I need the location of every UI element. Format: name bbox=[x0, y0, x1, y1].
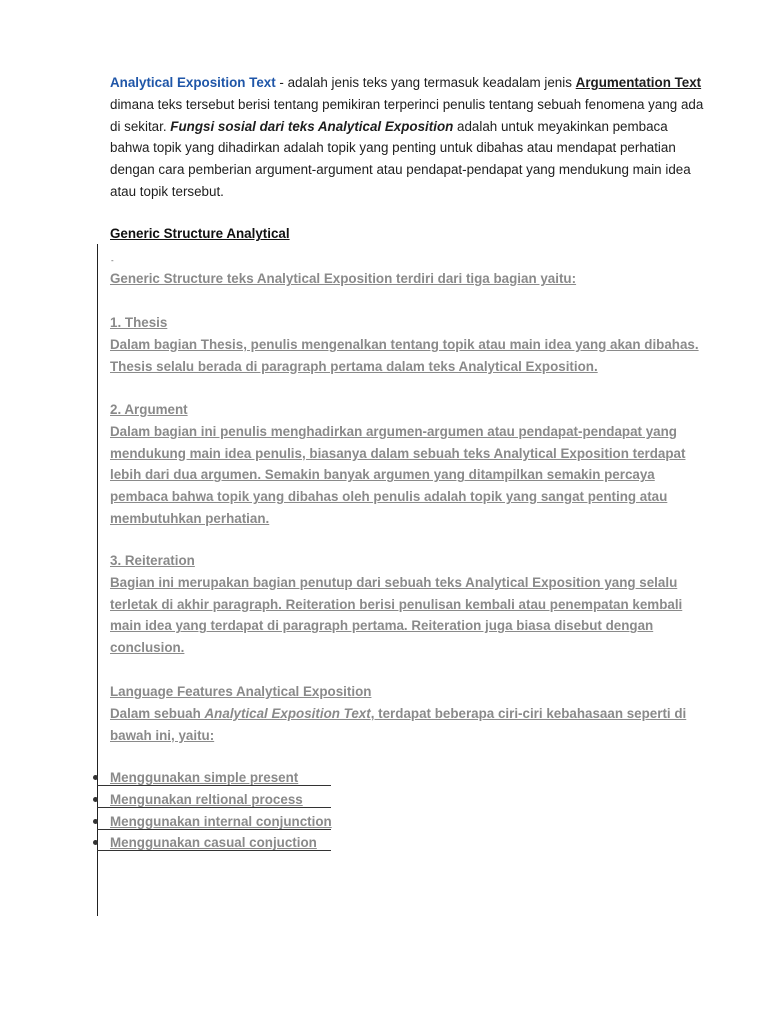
list-item bbox=[110, 811, 332, 833]
intro-text-2: dimana teks tersebut berisi tentang pemikiran terperinci penulis tentang sebuah fenomena yang ada di sekitar. bbox=[110, 96, 704, 134]
section-title[interactable]: 3. Reiteration bbox=[110, 553, 195, 568]
section-body[interactable]: Dalam bagian ini penulis menghadirkan argumen-argumen atau pendapat-pendapat yang mendukung main idea penulis, biasanya dalam sebuah teks Analytical Exposition terdapat lebih dari dua argumen. Semakin banyak argumen yang ditampilkan semakin percaya pembaca bahwa topik yang dibahas oleh penulis adalah topik yang sangat penting atau membutuhkan perhatian. bbox=[110, 423, 686, 526]
generic-structure-heading: Generic Structure Analytical bbox=[110, 226, 290, 241]
list-item bbox=[110, 832, 332, 854]
list-item bbox=[110, 789, 332, 811]
bullet-icon bbox=[93, 819, 98, 824]
language-features-title[interactable]: Language Features Analytical Exposition bbox=[110, 684, 372, 699]
intro-text-3: adalah untuk meyakinkan pembaca bahwa topik yang dihadirkan adalah topik yang penting untuk dibahas atau mendapat perhatian dengan cara pemberian argument-argument atau pendapat-pendapat yang mendukung main idea atau topik tersebut. bbox=[110, 118, 691, 199]
language-feature-list bbox=[110, 767, 332, 854]
language-features-body[interactable] bbox=[110, 703, 710, 747]
bullet-icon bbox=[93, 775, 98, 780]
bullet-icon bbox=[93, 797, 98, 802]
section-title[interactable]: 2. Argument bbox=[110, 402, 188, 417]
list-item bbox=[110, 767, 332, 789]
item-underline bbox=[97, 850, 331, 851]
item-underline bbox=[97, 829, 331, 830]
margin-vertical-rule bbox=[97, 244, 98, 916]
section-body[interactable]: Bagian ini merupakan bagian penutup dari sebuah teks Analytical Exposition yang selalu terletak di akhir paragraph. Reiteration berisi penulisan kembali atau penempatan kembali main idea yang terdapat di paragraph pertama. Reiteration juga biasa disebut dengan conclusion. bbox=[110, 574, 683, 656]
structure-intro-text[interactable]: Generic Structure teks Analytical Exposition terdiri dari tiga bagian yaitu: bbox=[110, 271, 577, 286]
section-title[interactable]: 1. Thesis bbox=[110, 315, 168, 330]
list-item-text[interactable]: Menggunakan casual conjuction bbox=[110, 835, 317, 851]
argumentation-text-link[interactable]: Argumentation Text bbox=[575, 75, 702, 90]
structure-intro bbox=[110, 268, 710, 290]
item-underline bbox=[97, 807, 331, 808]
section-body[interactable]: Dalam bagian Thesis, penulis mengenalkan tentang topik atau main idea yang akan dibahas. Thesis selalu berada di paragraph pertama dalam teks Analytical Exposition. bbox=[110, 336, 699, 374]
language-pre: Dalam sebuah bbox=[110, 705, 205, 721]
intro-paragraph bbox=[110, 72, 710, 203]
social-function-phrase: Fungsi sosial dari teks Analytical Exposition bbox=[170, 118, 454, 134]
list-item-text[interactable]: Mengunakan reltional process bbox=[110, 791, 303, 807]
language-post: , terdapat beberapa ciri-ciri kebahasaan seperti di bawah ini, yaitu: bbox=[110, 705, 687, 743]
language-italic: Analytical Exposition Text bbox=[204, 705, 371, 721]
small-mark: - bbox=[111, 256, 114, 265]
intro-title-link[interactable]: Analytical Exposition Text bbox=[110, 75, 276, 90]
list-item-text[interactable]: Menggunakan simple present bbox=[110, 770, 299, 785]
list-item-text[interactable]: Menggunakan internal conjunction bbox=[110, 813, 332, 829]
section-argument bbox=[110, 399, 710, 530]
language-features bbox=[110, 681, 710, 746]
section-thesis bbox=[110, 312, 710, 377]
intro-text-1: - adalah jenis teks yang termasuk keadalam jenis bbox=[275, 75, 576, 90]
section-reiteration bbox=[110, 550, 710, 659]
item-underline bbox=[97, 785, 331, 786]
